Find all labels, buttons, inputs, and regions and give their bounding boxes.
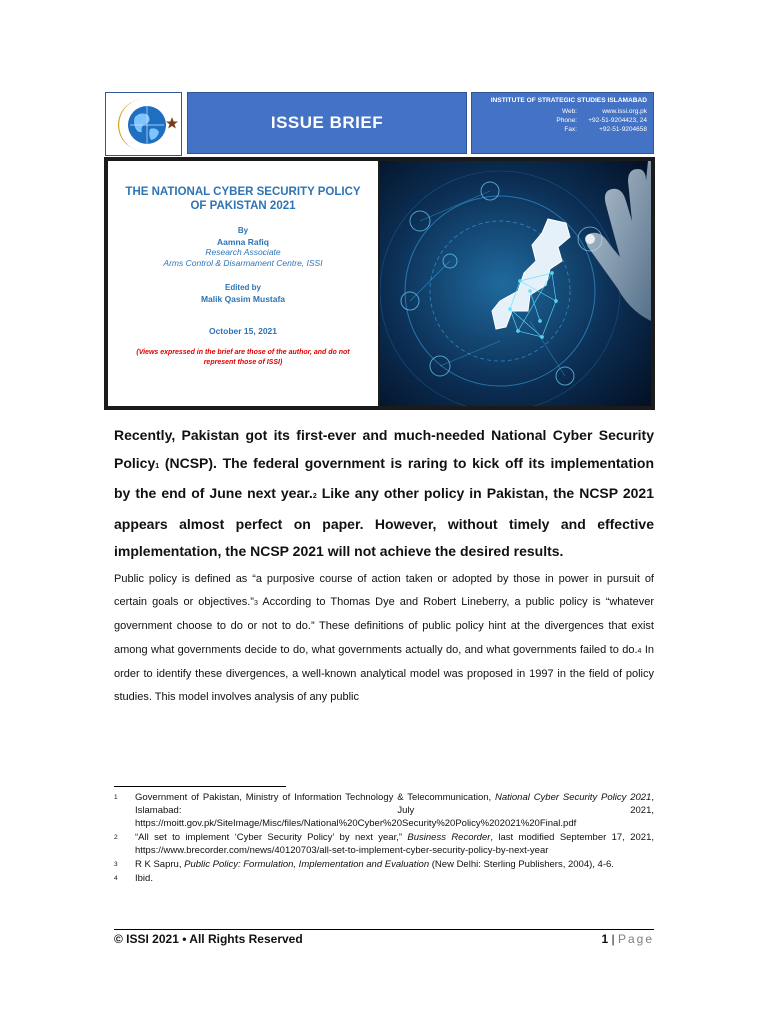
title-block bbox=[108, 161, 378, 406]
disclaimer: (Views expressed in the brief are those of the author, and do not represent those of ISSI) bbox=[136, 349, 350, 366]
footnote-number: 3 bbox=[114, 861, 118, 868]
footnote-number: 1 bbox=[114, 794, 118, 801]
contact-row-fax bbox=[478, 125, 647, 134]
page-indicator bbox=[560, 932, 654, 946]
footnote-text-part: (New Delhi: Sterling Publishers, 2004), 4-6. bbox=[429, 859, 614, 870]
page-separator: | bbox=[608, 932, 618, 946]
contact-value: +92-51-9204658 bbox=[599, 126, 647, 133]
lead-text: (NCSP). The federal government is raring to kick off its implementation by the end of June next year. bbox=[114, 454, 654, 501]
footnote-ref[interactable]: 1 bbox=[155, 462, 160, 470]
footnote-number: 2 bbox=[114, 834, 118, 841]
document-title: THE NATIONAL CYBER SECURITY POLICY OF PAKISTAN 2021 bbox=[125, 186, 361, 212]
body-paragraph bbox=[114, 568, 654, 709]
footnote-text bbox=[135, 791, 654, 830]
contact-label: Web: bbox=[561, 108, 577, 115]
author-centre: Arms Control & Disarmament Centre, ISSI bbox=[163, 258, 323, 268]
footnote-number: 4 bbox=[114, 875, 118, 882]
title-panel bbox=[104, 157, 655, 410]
edited-by-label: Edited by bbox=[224, 283, 261, 292]
contact-value: +92-51-9204423, 24 bbox=[588, 117, 647, 124]
body-text: According to Thomas Dye and Robert Lineberry, a public policy is “whatever government choose to do or not to do.” These definitions of public policy hint at the divergences that exist among what governments decide to do, what governments actually do, and what governments failed to do. bbox=[114, 596, 654, 656]
footnote-item bbox=[114, 858, 654, 871]
publication-date: October 15, 2021 bbox=[208, 326, 278, 336]
globe-crescent-logo-icon bbox=[106, 93, 181, 155]
contact-value[interactable]: www.issi.org.pk bbox=[602, 108, 647, 115]
footnote-ref[interactable]: 3 bbox=[253, 600, 258, 608]
cyber-map-image bbox=[380, 161, 651, 406]
body-text: In order to identify these divergences, a well-known analytical model was proposed in 1997 in the field of policy studies. This model involves analysis of any public bbox=[114, 643, 655, 704]
footnote-divider bbox=[114, 786, 286, 787]
copyright: © ISSI 2021 • All Rights Reserved bbox=[114, 932, 303, 946]
page-word: Page bbox=[617, 932, 654, 946]
lead-paragraph bbox=[114, 422, 654, 566]
contact-label: Phone: bbox=[556, 117, 577, 124]
footnote-italic: Business Recorder bbox=[407, 832, 491, 843]
page-number: 1 bbox=[601, 932, 609, 946]
editor-name: Malik Qasim Mustafa bbox=[200, 294, 286, 304]
footnote-text-part[interactable]: , Islamabad: July 2021, https://moitt.gov.pk/SiteImage/Misc/files/National%20Cyber%20Security%20Policy%202021%20Final.pdf bbox=[135, 792, 654, 829]
institute-contact-box bbox=[471, 92, 654, 154]
by-label: By bbox=[237, 226, 249, 235]
footnote-item bbox=[114, 872, 654, 885]
contact-row-phone bbox=[478, 116, 647, 125]
footnote-text bbox=[135, 831, 654, 857]
lead-text: Like any other policy in Pakistan, the NCSP 2021 appears almost perfect on paper. However, without timely and effective implementation, the NCSP 2021 will not achieve the desired results. bbox=[114, 485, 654, 559]
footnotes bbox=[114, 791, 654, 886]
contact-row-web bbox=[478, 107, 647, 116]
issue-brief-banner bbox=[187, 92, 467, 154]
institute-name: INSTITUTE OF STRATEGIC STUDIES ISLAMABAD bbox=[490, 97, 647, 104]
body-text: Public policy is defined as “a purposive course of action taken or adopted by those in power in pursuit of certain goals or objectives.” bbox=[114, 573, 654, 609]
lead-text: Recently, Pakistan got its first-ever and much-needed National Cyber Security Policy bbox=[114, 427, 654, 471]
footnote-ref[interactable]: 4 bbox=[637, 647, 642, 655]
issue-brief-title: ISSUE BRIEF bbox=[270, 113, 384, 132]
footnote-italic: National Cyber Security Policy 2021 bbox=[495, 792, 652, 803]
footnote-item bbox=[114, 791, 654, 830]
footnote-italic: Public Policy: Formulation, Implementation and Evaluation bbox=[184, 859, 430, 870]
issi-logo bbox=[105, 92, 182, 156]
footnote-item bbox=[114, 831, 654, 857]
footnote-text bbox=[135, 858, 654, 871]
cyber-pakistan-map-icon bbox=[380, 161, 651, 406]
footnote-text bbox=[135, 872, 654, 885]
footnote-text-part: R K Sapru, bbox=[135, 859, 185, 870]
author-name: Aamna Rafiq bbox=[217, 237, 269, 247]
footnote-ref[interactable]: 2 bbox=[312, 493, 317, 500]
contact-label: Fax: bbox=[564, 126, 577, 133]
footer-divider bbox=[114, 929, 654, 930]
footnote-text-part[interactable]: , last modified September 17, 2021, https://www.brecorder.com/news/40120703/all-set-to-implement-cyber-security-policy-by-next-year bbox=[135, 832, 654, 856]
author-role: Research Associate bbox=[205, 247, 281, 257]
footnote-text-part: “All set to implement ‘Cyber Security Policy’ by next year,” bbox=[135, 832, 408, 843]
footnote-text-part: Government of Pakistan, Ministry of Information Technology & Telecommunication, bbox=[135, 792, 495, 803]
footnote-text-part: Ibid. bbox=[135, 873, 153, 884]
